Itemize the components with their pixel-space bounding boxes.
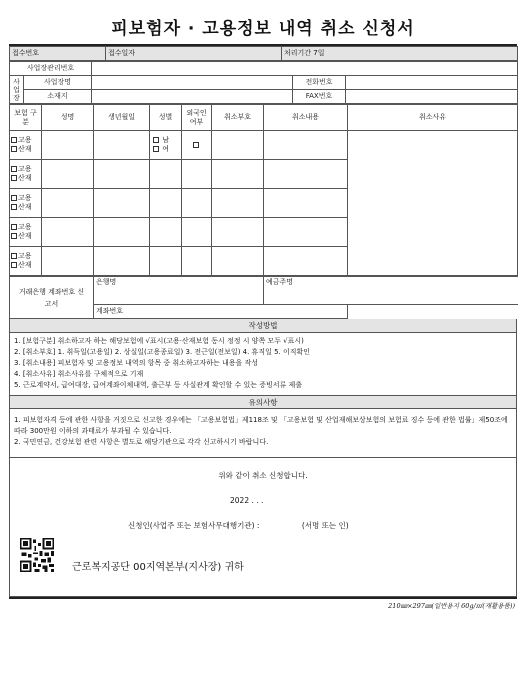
account-no-field[interactable] (94, 305, 348, 319)
bank-name-label: 은행명 (96, 278, 117, 286)
birthdate-cell[interactable] (94, 218, 150, 247)
insurance-type-cell (10, 131, 42, 160)
gender-cell[interactable] (150, 189, 182, 218)
checkbox-icon[interactable] (153, 137, 159, 143)
cancel-content-cell[interactable] (264, 218, 348, 247)
insurance-type-cell (10, 247, 42, 276)
name-cell[interactable] (42, 218, 94, 247)
caution-body (9, 409, 517, 457)
instruction-item-5: 5. 근로계약서, 급여대장, 급여계좌이체내역, 출근부 등 사실관계 확인할 수 있는 증빙서류 제출 (14, 381, 303, 389)
col-cancel-code: 취소부호 (212, 105, 264, 131)
cancel-code-cell[interactable] (212, 247, 264, 276)
gender-female-label: 여 (162, 145, 169, 153)
recipient-org: 근로복지공단 00지역본부(지사장) 귀하 (72, 562, 244, 573)
insurance-option-employment[interactable] (11, 252, 39, 261)
foreigner-cell[interactable] (182, 218, 212, 247)
bank-label: 거래은행 계좌번호 신고서 (10, 277, 94, 319)
cancellation-grid (9, 104, 518, 276)
form-sheet (9, 44, 517, 599)
insurance-option-employment[interactable] (11, 194, 39, 203)
insurance-option-employment[interactable] (11, 165, 39, 174)
paper-spec: 210㎜×297㎜(일반용지 60g/㎡(재활용품)) (388, 602, 515, 610)
checkbox-icon[interactable] (153, 146, 159, 152)
birthdate-cell[interactable] (94, 160, 150, 189)
side-char-1: 사 (13, 77, 20, 86)
processing-period-cell: 처리기간 7일 (282, 47, 518, 61)
insurance-employment-label: 고용 (18, 223, 32, 231)
depositor-label: 예금주명 (266, 278, 294, 286)
insurance-option-industrial[interactable] (11, 145, 39, 154)
gender-option-male[interactable] (153, 136, 179, 145)
workplace-phone-field[interactable] (346, 76, 518, 90)
checkbox-icon[interactable] (11, 204, 17, 210)
cancel-content-cell[interactable] (264, 189, 348, 218)
workplace-phone-label: 전화번호 (293, 76, 346, 90)
birthdate-cell[interactable] (94, 131, 150, 160)
cancel-reason-cell[interactable] (348, 131, 518, 276)
birthdate-cell[interactable] (94, 189, 150, 218)
col-cancel-reason: 취소사유 (348, 105, 518, 131)
applicant-label: 신청인(사업주 또는 보험사무대행기관) : (128, 521, 260, 530)
account-no-label: 계좌번호 (96, 307, 124, 316)
applicant-line (128, 520, 349, 531)
workplace-address-field[interactable] (92, 90, 293, 104)
insurance-option-employment[interactable] (11, 223, 39, 232)
form-page (9, 14, 517, 613)
name-cell[interactable] (42, 247, 94, 276)
checkbox-icon[interactable] (11, 146, 17, 152)
col-gender: 성별 (150, 105, 182, 131)
cancel-content-cell[interactable] (264, 160, 348, 189)
workplace-table (9, 61, 518, 104)
grid-row (10, 131, 518, 160)
receipt-date-cell[interactable]: 접수일자 (106, 47, 282, 61)
instruction-item-4: 4. [취소사유] 취소사유를 구체적으로 기재 (14, 370, 144, 378)
receipt-table (9, 46, 518, 61)
paper-spec-row (9, 599, 517, 613)
workplace-fax-field[interactable] (346, 90, 518, 104)
checkbox-icon[interactable] (11, 195, 17, 201)
cancel-content-cell[interactable] (264, 247, 348, 276)
col-birthdate: 생년월일 (94, 105, 150, 131)
declaration-text: 위와 같이 취소 신청합니다. (218, 471, 308, 480)
insurance-employment-label: 고용 (18, 136, 32, 144)
checkbox-icon[interactable] (11, 175, 17, 181)
grid-body (10, 105, 518, 276)
insurance-type-cell (10, 160, 42, 189)
insurance-employment-label: 고용 (18, 194, 32, 202)
workplace-name-label: 사업장명 (24, 76, 92, 90)
gender-male-label: 남 (162, 136, 169, 144)
insurance-employment-label: 고용 (18, 165, 32, 173)
instructions-title: 작성방법 (9, 319, 517, 333)
name-cell[interactable] (42, 131, 94, 160)
receipt-no-cell[interactable]: 접수번호 (10, 47, 106, 61)
checkbox-icon[interactable] (11, 253, 17, 259)
col-name: 성명 (42, 105, 94, 131)
gender-option-female[interactable] (153, 145, 179, 154)
bank-blank (348, 305, 518, 319)
caution-title: 유의사항 (9, 395, 517, 409)
insurance-option-industrial[interactable] (11, 174, 39, 183)
declaration-date[interactable]: 2022 . . . (230, 496, 264, 505)
birthdate-cell[interactable] (94, 247, 150, 276)
instruction-item-1: 1. [보험구분] 취소하고자 하는 해당보험에 √표시(고용·산재보험 동시 정정 시 양쪽 모두 √표시) (14, 337, 304, 345)
name-cell[interactable] (42, 160, 94, 189)
gender-cell[interactable] (150, 218, 182, 247)
workplace-mgmt-no-field[interactable] (92, 62, 518, 76)
checkbox-icon[interactable] (11, 262, 17, 268)
side-char-2: 업 (13, 85, 20, 94)
col-cancel-content: 취소내용 (264, 105, 348, 131)
grid-header-row (10, 105, 518, 131)
bank-table (9, 276, 518, 319)
cancel-code-cell[interactable] (212, 189, 264, 218)
insurance-type-cell (10, 189, 42, 218)
cancel-code-cell[interactable] (212, 131, 264, 160)
checkbox-icon[interactable] (11, 233, 17, 239)
insurance-option-industrial[interactable] (11, 232, 39, 241)
checkbox-icon[interactable] (193, 142, 199, 148)
foreigner-cell[interactable] (182, 247, 212, 276)
insurance-employment-label: 고용 (18, 252, 32, 260)
checkbox-icon[interactable] (11, 137, 17, 143)
caution-item-1: 1. 피보험자격 등에 관한 사항을 거짓으로 신고한 경우에는 「고용보험법」제118조 및 「고용보험 및 산업재해보상보험의 보험료 징수 등에 관한 법률」제50조에 따라 300만원 이하의 과태료가 부과될 수 있습니다. (14, 416, 508, 435)
form-title: 피보험자 · 고용정보 내역 취소 신청서 (111, 19, 415, 39)
caution-item-2: 2. 국민연금, 건강보험 관련 사항은 별도로 해당기관으로 각각 신고하시기 바랍니다. (14, 438, 269, 446)
insurance-option-employment[interactable] (11, 136, 39, 145)
workplace-address-label: 소재지 (24, 90, 92, 104)
insurance-option-industrial[interactable] (11, 261, 39, 270)
workplace-mgmt-no-label: 사업장관리번호 (10, 62, 92, 76)
depositor-field[interactable] (264, 277, 518, 305)
cancel-code-cell[interactable] (212, 218, 264, 247)
signature-label[interactable]: (서명 또는 인) (301, 521, 349, 530)
col-foreigner: 외국인 여부 (182, 105, 212, 131)
insurance-industrial-label: 산재 (18, 203, 32, 211)
workplace-fax-label: FAX번호 (293, 90, 346, 104)
instruction-item-2: 2. [취소부호] 1. 취득일(고용일) 2. 상실일(고용종료일) 3. 전근일(전보일) 4. 휴직일 5. 이직확인 (14, 348, 311, 356)
gender-cell (150, 131, 182, 160)
insurance-option-industrial[interactable] (11, 203, 39, 212)
col-insurance-type: 보험 구분 (10, 105, 42, 131)
qr-code-icon (20, 538, 54, 572)
side-char-3: 장 (13, 93, 20, 102)
checkbox-icon[interactable] (11, 224, 17, 230)
checkbox-icon[interactable] (11, 166, 17, 172)
bank-name-field[interactable] (94, 277, 264, 305)
insurance-industrial-label: 산재 (18, 232, 32, 240)
foreigner-cell (182, 131, 212, 160)
name-cell[interactable] (42, 189, 94, 218)
insurance-industrial-label: 산재 (18, 145, 32, 153)
foreigner-cell[interactable] (182, 160, 212, 189)
insurance-industrial-label: 산재 (18, 261, 32, 269)
instruction-item-3: 3. [취소내용] 피보험자 및 고용정보 내역의 항목 중 취소하고자하는 내용을 작성 (14, 359, 259, 367)
gender-cell[interactable] (150, 247, 182, 276)
instructions-body (9, 333, 517, 395)
insurance-type-cell (10, 218, 42, 247)
declaration-area (9, 457, 517, 597)
workplace-side-label (10, 76, 24, 104)
cancel-code-cell[interactable] (212, 160, 264, 189)
gender-cell[interactable] (150, 160, 182, 189)
foreigner-cell[interactable] (182, 189, 212, 218)
cancel-content-cell[interactable] (264, 131, 348, 160)
workplace-name-field[interactable] (92, 76, 293, 90)
insurance-industrial-label: 산재 (18, 174, 32, 182)
